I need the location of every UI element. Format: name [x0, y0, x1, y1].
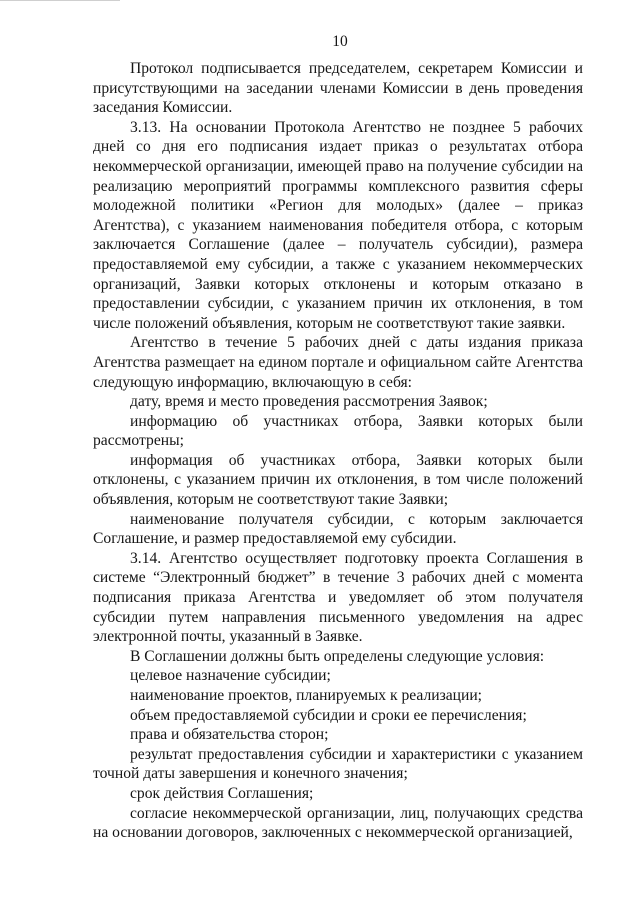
paragraph: Протокол подписывается председателем, секретарем Комиссии и присутствующими на заседании членами Комиссии в день проведения заседания Комиссии.	[93, 60, 583, 117]
paragraph: информацию об участниках отбора, Заявки которых были рассмотрены;	[93, 412, 583, 450]
paragraph: 3.13. На основании Протокола Агентство не позднее 5 рабочих дней со дня его подписания издает приказ о результатах отбора некоммерческой организации, имеющей право на получение субсидии на реализацию мероприятий программы комплексного развития сферы молодежной политики «Регион для молодых» (далее – приказ Агентства), с указанием наименования победителя отбора, с которым заключается Соглашение (далее – получатель субсидии), размера предоставляемой ему субсидии, а также с указанием некоммерческих организаций, Заявки которых отклонены и которым отказано в предоставлении субсидии, с указанием причин их отклонения, в том числе положений объявления, которым не соответствуют такие заявки.	[93, 118, 583, 332]
paragraph: наименование проектов, планируемых к реализации;	[130, 687, 483, 704]
paragraph: объем предоставляемой субсидии и сроки ее перечисления;	[130, 706, 527, 724]
paragraph: дату, время и место проведения рассмотрения Заявок;	[130, 393, 488, 411]
paragraph: срок действия Соглашения;	[130, 784, 314, 802]
paragraph: целевое назначение субсидии;	[130, 667, 331, 685]
paragraph: права и обязательства сторон;	[130, 726, 329, 744]
page-number: 10	[332, 33, 348, 50]
scan-edge-line	[0, 0, 120, 9]
paragraph: результат предоставления субсидии и характеристики с указанием точной даты завершения и конечного значения;	[93, 745, 583, 783]
paragraph: информация об участниках отбора, Заявки которых были отклонены, с указанием причин их отклонения, в том числе положений объявления, которым не соответствуют такие Заявки;	[93, 451, 583, 509]
document-body	[93, 59, 583, 843]
paragraph: В Соглашении должны быть определены следующие условия:	[130, 647, 545, 665]
paragraph: согласие некоммерческой организации, лиц, получающих средства на основании договоров, заключенных с некоммерческой организацией,	[93, 804, 583, 842]
paragraph: 3.14. Агентство осуществляет подготовку проекта Соглашения в системе “Электронный бюджет” в течение 3 рабочих дней с момента подписания приказа Агентства и уведомляет об этом получателя субсидии путем направления письменного уведомления на адрес электронной почты, указанный в Заявке.	[93, 549, 583, 646]
paragraph: наименование получателя субсидии, с которым заключается Соглашение, и размер предоставляемой ему субсидии.	[93, 510, 583, 548]
paragraph: Агентство в течение 5 рабочих дней с даты издания приказа Агентства размещает на едином портале и официальном сайте Агентства следующую информацию, включающую в себя:	[93, 334, 583, 391]
